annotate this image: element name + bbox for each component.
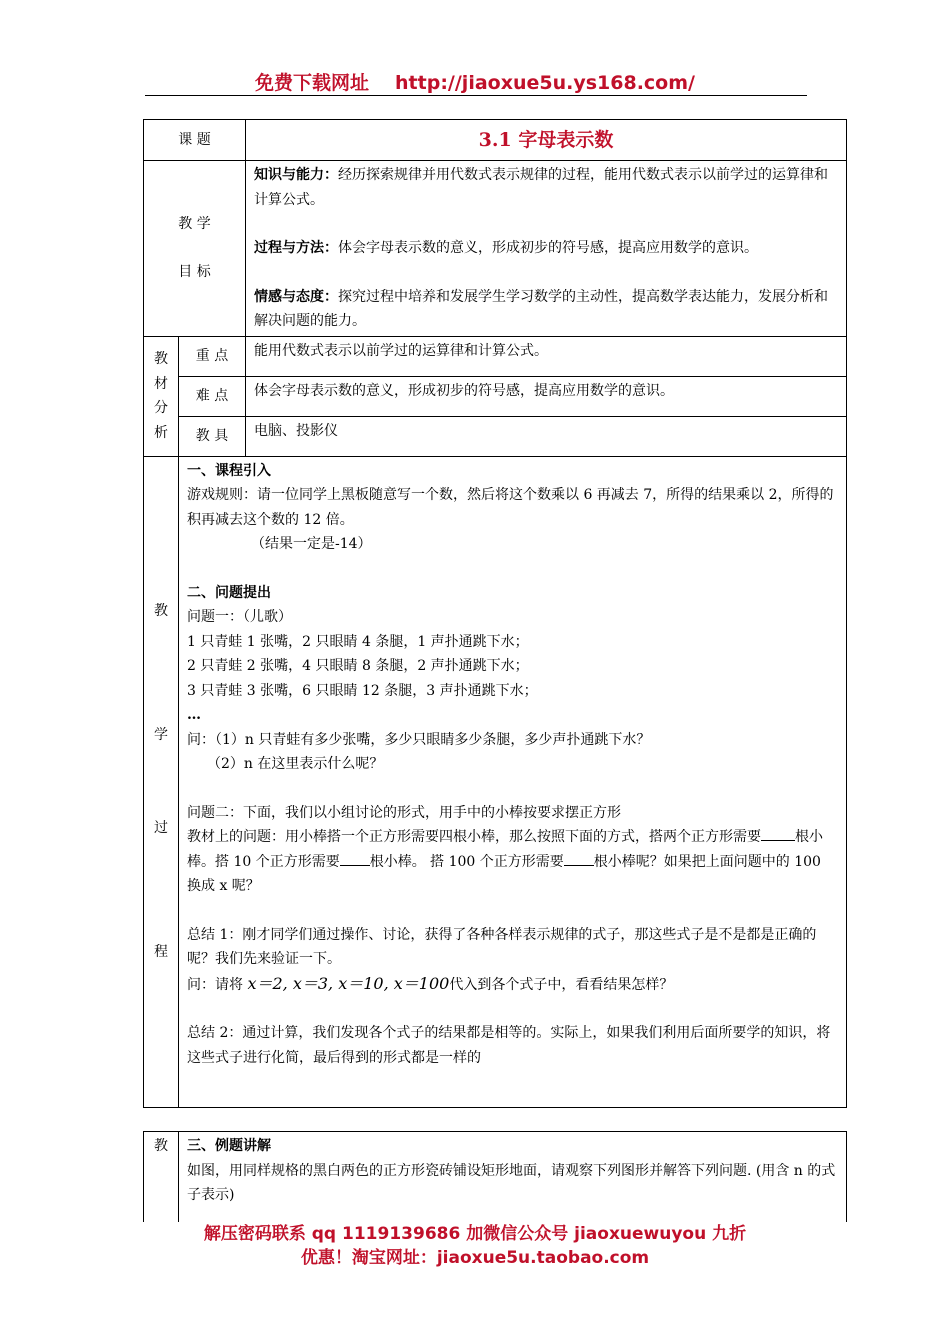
summary-two-text: 总结 2：通过计算，我们发现各个式子的结果都是相等的。实际上，如果我们利用后面所要学的知识，将这些式子进行化简，最后得到的形式都是一样的 <box>187 1025 831 1066</box>
objectives-label-line1: 教 学 <box>178 215 211 232</box>
lesson-plan-table <box>143 119 847 1108</box>
objective-knowledge: 知识与能力：经历探索规律并用代数式表示规律的过程，能用代数式表示以前学过的运算律和计算公式。 <box>254 167 829 208</box>
key-point-text: 能用代数式表示以前学过的运算律和计算公式。 <box>246 336 847 376</box>
summary-one-text: 总结 1：刚才同学们通过操作、讨论，获得了各种各样表示规律的式子，那这些式子是不是都是正确的呢？我们先来验证一下。 <box>187 926 817 967</box>
rhyme-ellipsis: … <box>187 707 201 723</box>
continued-process-label: 教 <box>144 1132 179 1222</box>
example-content <box>179 1132 847 1222</box>
header-divider <box>145 95 807 96</box>
key-point-label: 重 点 <box>179 336 246 376</box>
objective-process: 过程与方法：体会字母表示数的意义，形成初步的符号感，提高应用数学的意识。 <box>254 240 759 256</box>
question-two-text: 问题二：下面，我们以小组讨论的形式，用手中的小棒按要求摆正方形 <box>187 804 621 821</box>
footer-line-1: 解压密码联系 qq 1119139686 加微信公众号 jiaoxuewuyou 九折 <box>203 1224 747 1244</box>
section-example-title: 三、例题讲解 <box>187 1138 271 1154</box>
section-question-title: 二、问题提出 <box>187 584 271 601</box>
example-text: 如图，用同样规格的黑白两色的正方形瓷砖铺设矩形地面，请观察下列图形并解答下列问题. (用含 n 的式子表示) <box>187 1162 836 1203</box>
process-label: 教 学 过 程 <box>144 456 179 1107</box>
answer-blank <box>761 826 795 841</box>
answer-blank <box>564 851 594 866</box>
question-one-text: 问题一：（儿歌） <box>187 609 292 625</box>
objectives-label <box>144 161 246 337</box>
textbook-question-text: 教材上的问题：用小棒搭一个正方形需要四根小棒，那么按照下面的方式，搭两个正方形需要 根小棒。搭 10 个正方形需要 根小棒。 搭 100 个正方形需要 根小棒呢？如果把上面问题中的 100 换成 x 呢？ <box>187 825 838 899</box>
difficulty-text: 体会字母表示数的意义，形成初步的符号感，提高应用数学的意识。 <box>246 376 847 416</box>
rhyme-line: 2 只青蛙 2 张嘴，4 只眼睛 8 条腿，2 声扑通跳下水； <box>187 658 529 674</box>
ask-two-text: （2）n 在这里表示什么呢？ <box>207 756 384 772</box>
header-left-text: 免费下载网址 <box>255 72 370 94</box>
rhyme-line: 1 只青蛙 1 张嘴，2 只眼睛 4 条腿，1 声扑通跳下水； <box>187 633 529 650</box>
tools-label: 教 具 <box>179 416 246 456</box>
game-result-text: （结果一定是-14） <box>251 536 372 552</box>
page-header <box>0 68 950 95</box>
lesson-title: 3.1 字母表示数 <box>246 120 847 161</box>
rhyme-line: 3 只青蛙 3 张嘴，6 只眼睛 12 条腿，3 声扑通跳下水； <box>187 682 538 699</box>
topic-label: 课 题 <box>144 120 246 161</box>
lesson-plan-table-continued <box>143 1131 847 1222</box>
tools-text: 电脑、投影仪 <box>246 416 847 456</box>
footer-line-2: 优惠！淘宝网址：jiaoxue5u.taobao.com <box>300 1248 650 1268</box>
objectives-label-line2: 目 标 <box>178 264 211 281</box>
objective-attitude: 情感与态度：探究过程中培养和发展学生学习数学的主动性，提高数学表达能力，发展分析和解决问题的能力。 <box>254 288 829 329</box>
process-content <box>179 456 847 1107</box>
ask-one-text: 问：（1）n 只青蛙有多少张嘴，多少只眼睛多少条腿，多少声扑通跳下水？ <box>187 731 651 748</box>
game-rule-text: 游戏规则：请一位同学上黑板随意写一个数，然后将这个数乘以 6 再减去 7，所得的结果乘以 2，所得的积再减去这个数的 12 倍。 <box>187 487 834 528</box>
objectives-cell <box>246 161 847 337</box>
ask-three-text: 问：请将 x＝2, x＝3, x＝10, x＝100代入到各个式子中，看看结果怎样？ <box>187 973 674 993</box>
difficulty-label: 难 点 <box>179 376 246 416</box>
header-url-link[interactable]: http://jiaoxue5u.ys168.com/ <box>395 72 695 94</box>
section-intro-title: 一、课程引入 <box>187 462 271 479</box>
answer-blank <box>340 851 370 866</box>
analysis-label: 教 材 分 析 <box>144 336 179 456</box>
substitution-formula: x＝2, x＝3, x＝10, x＝100 <box>247 973 450 993</box>
